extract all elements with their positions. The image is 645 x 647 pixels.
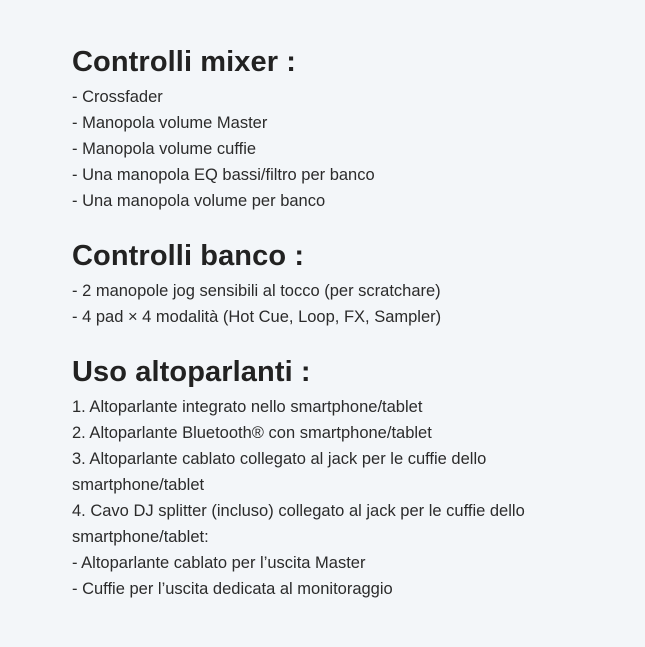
section-speaker-use (72, 354, 592, 602)
section-lines (72, 394, 592, 602)
section-heading: Controlli banco : (72, 240, 305, 272)
list-item: 2. Altoparlante Bluetooth® con smartphone/tablet (72, 424, 432, 442)
list-item: - 2 manopole jog sensibili al tocco (per scratchare) (72, 282, 441, 300)
section-lines (72, 84, 592, 214)
list-item: 4. Cavo DJ splitter (incluso) collegato al jack per le cuffie dello (72, 502, 525, 520)
list-item: - Una manopola EQ bassi/filtro per banco (72, 166, 375, 184)
section-lines (72, 278, 592, 330)
section-deck-controls (72, 238, 592, 330)
list-item: smartphone/tablet (72, 476, 205, 494)
list-item: - Cuffie per l’uscita dedicata al monitoraggio (72, 580, 393, 598)
list-item: - Manopola volume cuffie (72, 140, 257, 158)
list-item: - Altoparlante cablato per l’uscita Master (72, 554, 366, 572)
list-item: smartphone/tablet: (72, 528, 209, 546)
list-item: - Una manopola volume per banco (72, 192, 326, 210)
list-item: 3. Altoparlante cablato collegato al jack per le cuffie dello (72, 450, 487, 468)
list-item: - Crossfader (72, 88, 163, 106)
section-heading: Uso altoparlanti : (72, 356, 311, 388)
list-item: - Manopola volume Master (72, 114, 268, 132)
section-heading: Controlli mixer : (72, 46, 297, 78)
list-item: 1. Altoparlante integrato nello smartphone/tablet (72, 398, 423, 416)
feature-list (72, 44, 592, 602)
section-mixer-controls (72, 44, 592, 214)
list-item: - 4 pad × 4 modalità (Hot Cue, Loop, FX, Sampler) (72, 308, 442, 326)
